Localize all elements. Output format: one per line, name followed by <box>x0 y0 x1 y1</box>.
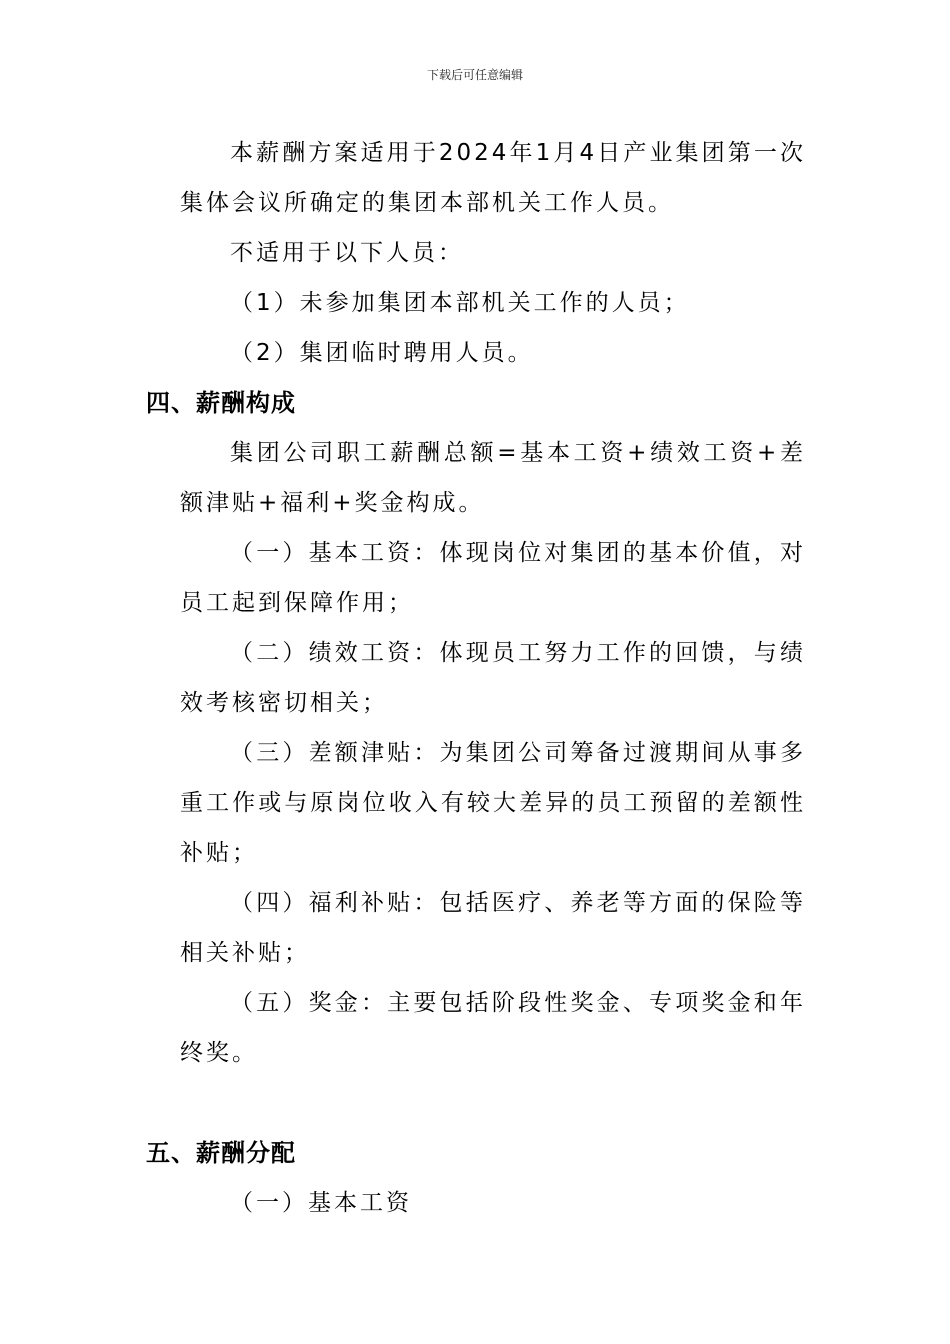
paragraph-salary-formula: 集团公司职工薪酬总额=基本工资+绩效工资+差额津贴+福利+奖金构成。 <box>180 440 806 516</box>
paragraph-exclusion-2: （2）集团临时聘用人员。 <box>230 340 534 366</box>
paragraph-basic-salary: （一）基本工资：体现岗位对集团的基本价值，对员工起到保障作用； <box>180 540 806 616</box>
paragraph-bonus: （五）奖金：主要包括阶段性奖金、专项奖金和年终奖。 <box>180 990 806 1066</box>
paragraph-difference-allowance: （三）差额津贴：为集团公司筹备过渡期间从事多重工作或与原岗位收入有较大差异的员工预留的差额性补贴； <box>180 740 806 866</box>
paragraph-exclusion-1: （1）未参加集团本部机关工作的人员； <box>230 290 690 316</box>
header-note: 下载后可任意编辑 <box>426 68 523 82</box>
paragraph-scope: 本薪酬方案适用于2024年1月4日产业集团第一次集体会议所确定的集团本部机关工作人员。 <box>180 140 806 216</box>
section-heading-4: 四、薪酬构成 <box>146 389 296 417</box>
paragraph-exclusions-intro: 不适用于以下人员： <box>230 240 464 266</box>
paragraph-welfare-subsidy: （四）福利补贴：包括医疗、养老等方面的保险等相关补贴； <box>180 890 806 966</box>
document-body <box>146 128 806 1228</box>
paragraph-basic-salary-sub: （一）基本工资 <box>230 1190 412 1216</box>
spacer <box>180 1078 806 1128</box>
section-heading-5: 五、薪酬分配 <box>146 1139 296 1167</box>
paragraph-performance-salary: （二）绩效工资：体现员工努力工作的回馈，与绩效考核密切相关； <box>180 640 806 716</box>
